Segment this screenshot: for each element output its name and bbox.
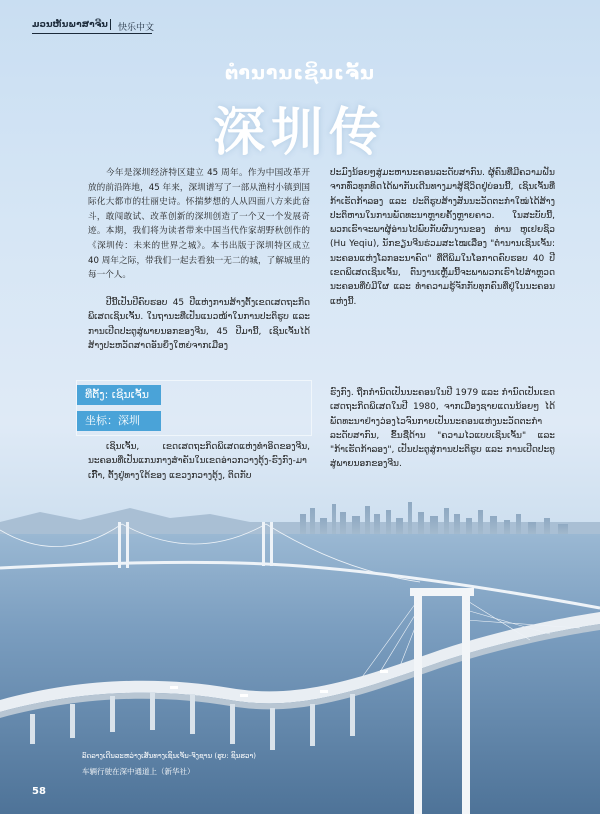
location-label-chinese: 坐标：深圳 bbox=[77, 411, 161, 431]
magazine-name: ມວນຫັນພາສາຈີນ bbox=[32, 20, 108, 30]
title-chinese: 深圳传 bbox=[212, 103, 387, 163]
lao-paragraph-2-continued: ຮົງກົງ. ຖືກກຳນົດເປັນນະຄອນໃນປີ 1979 ແລະ ກຳນົດເປັນເຂດເສດຖະກິດພິເສດໃນປີ 1980, ຈາກເມືອງຊາຍແດນນ້ອຍໆ ໄດ້ພັດທະນາຢ່າງວ່ອງໄວຈົນກາຍເປັນນະຄອນແຫ່ງນະວັດຕະກຳລະດັບສາກົນ, ຂຶ້ນຊື່ດ້ານ "ຄວາມໄວແບບເຊິນເຈັ້ນ" ແລະ "ກ້າເຮັດກ້າລອງ", ເປັນປະຕູສູ່ການປະຕິຮູບ ແລະ ການເປີດປະຕູສູ່ພາຍນອກຂອງຈີນ. bbox=[330, 388, 555, 470]
photo-caption-chinese: 车辆行驶在深中通道上（新华社） bbox=[82, 767, 195, 776]
photo-caption-lao: ລົດລາງເດີນລະຫວ່າງເສັ້ນທາງເຊິນເຈັ້ນ-ຈົງຊານ (ຮູບ: ຊິນຮວາ) bbox=[82, 752, 256, 760]
lao-paragraph-2: ເຊິນເຈັ້ນ, ເຂດເສດຖະກິດພິເສດແຫ່ງທຳອິດຂອງຈີນ, ນະຄອນທີ່ເປັນແກນກາງສຳຄັນໃນເຂດອ່າວກວາງຕຸ້ງ-ຮົງກົງ-ມາເກົ໊າ, ຕັ້ງຢູ່ທາງໃຕ້ຂອງ ແຂວງກວາງຕຸ້ງ, ຕິດກັບ bbox=[88, 442, 310, 481]
page-number: 58 bbox=[32, 786, 46, 797]
header-rule bbox=[32, 33, 152, 34]
header-separator bbox=[110, 19, 111, 30]
title-lao: ຕຳນານເຊິນເຈັ້ນ bbox=[225, 62, 375, 84]
location-box bbox=[76, 380, 312, 436]
location-label-lao: ທີ່ຕັ້ງ: ເຊິນເຈັ້ນ bbox=[77, 385, 161, 405]
section-name: 快乐中文 bbox=[118, 23, 155, 33]
chinese-intro-paragraph: 今年是深圳经济特区建立 45 周年。作为中国改革开放的前沿阵地，45 年来，深圳谱写了一部从渔村小镇到国际化大都市的壮丽史诗。怀揣梦想的人从四面八方来此奋斗，敢闯敢试、改革创新的深圳创造了一个又一个发展奇迹。本期，我们将为读者带来中国当代作家胡野秋创作的《深圳传：未来的世界之城》。本书出版于深圳特区成立 40 周年之际，带我们一起去看独一无二的城，了解城里的每一个人。 bbox=[88, 168, 310, 281]
lao-paragraph-1: ປີນີ້ເປັນປີຄົບຮອບ 45 ປີແຫ່ງການສ້າງຕັ້ງເຂດເສດຖະກິດພິເສດເຊິນເຈັ້ນ. ໃນຖານະທີ່ເປັນແນວໜ້າໃນການປະຕິຮູບ ແລະ ການເປີດປະຕູສູ່ພາຍນອກຂອງຈີນ, 45 ປີມານີ້, ເຊິນເຈັ້ນໄດ້ສ້າງປະຫວັດສາດອັນຍິ່ງໃຫຍ່ຈາກເມືອງ bbox=[88, 298, 310, 351]
lao-paragraph-1-continued: ປະມົງນ້ອຍໆສູ່ມະຫານະຄອນລະດັບສາກົນ. ຜູ້ຄົນທີ່ມີຄວາມຝັນຈາກທົ່ວທຸກທິດໄດ້ພາກັນເດີນທາງມາສູ້ຊີວິດຢູ່ບ່ອນນີ້, ເຊິນເຈັ້ນທີ່ກ້າເຮັດກ້າລອງ ແລະ ປະຕິຮູບສ້າງສັນນະວັດຕະກຳໃໝ່ໄດ້ສ້າງປະຕິຫານໃນການພັດທະນາຫຼາຍຄັ້ງຫຼາຍຄາວ. ໃນສະບັບນີ້, ພວກເຮົາຈະພາຜູ້ອ່ານໄປພົບກັບຜົນງານຂອງ ທ່ານ ຫູເຢຍຊິວ (Hu Yeqiu), ນັກຂຽນຈີນຮ່ວມສະໄໝເລື່ອງ "ຕຳນານເຊິນເຈັ້ນ: ນະຄອນແຫ່ງໂລກອະນາຄົດ" ທີ່ຕີພິມໃນໂອກາດຄົບຮອບ 40 ປີເຂດພິເສດເຊິນເຈັ້ນ, ຕົນງານເຫຼັ້ມນີ້ຈະພາພວກເຮົາໄປສຳຫຼວດນະຄອນທີ່ບໍ່ມີໃຜ ແລະ ທຳຄວາມຮູ້ຈັກກັບທຸກຄົນທີ່ຢູ່ໃນນະຄອນແຫ່ງນີ້. bbox=[330, 168, 555, 307]
